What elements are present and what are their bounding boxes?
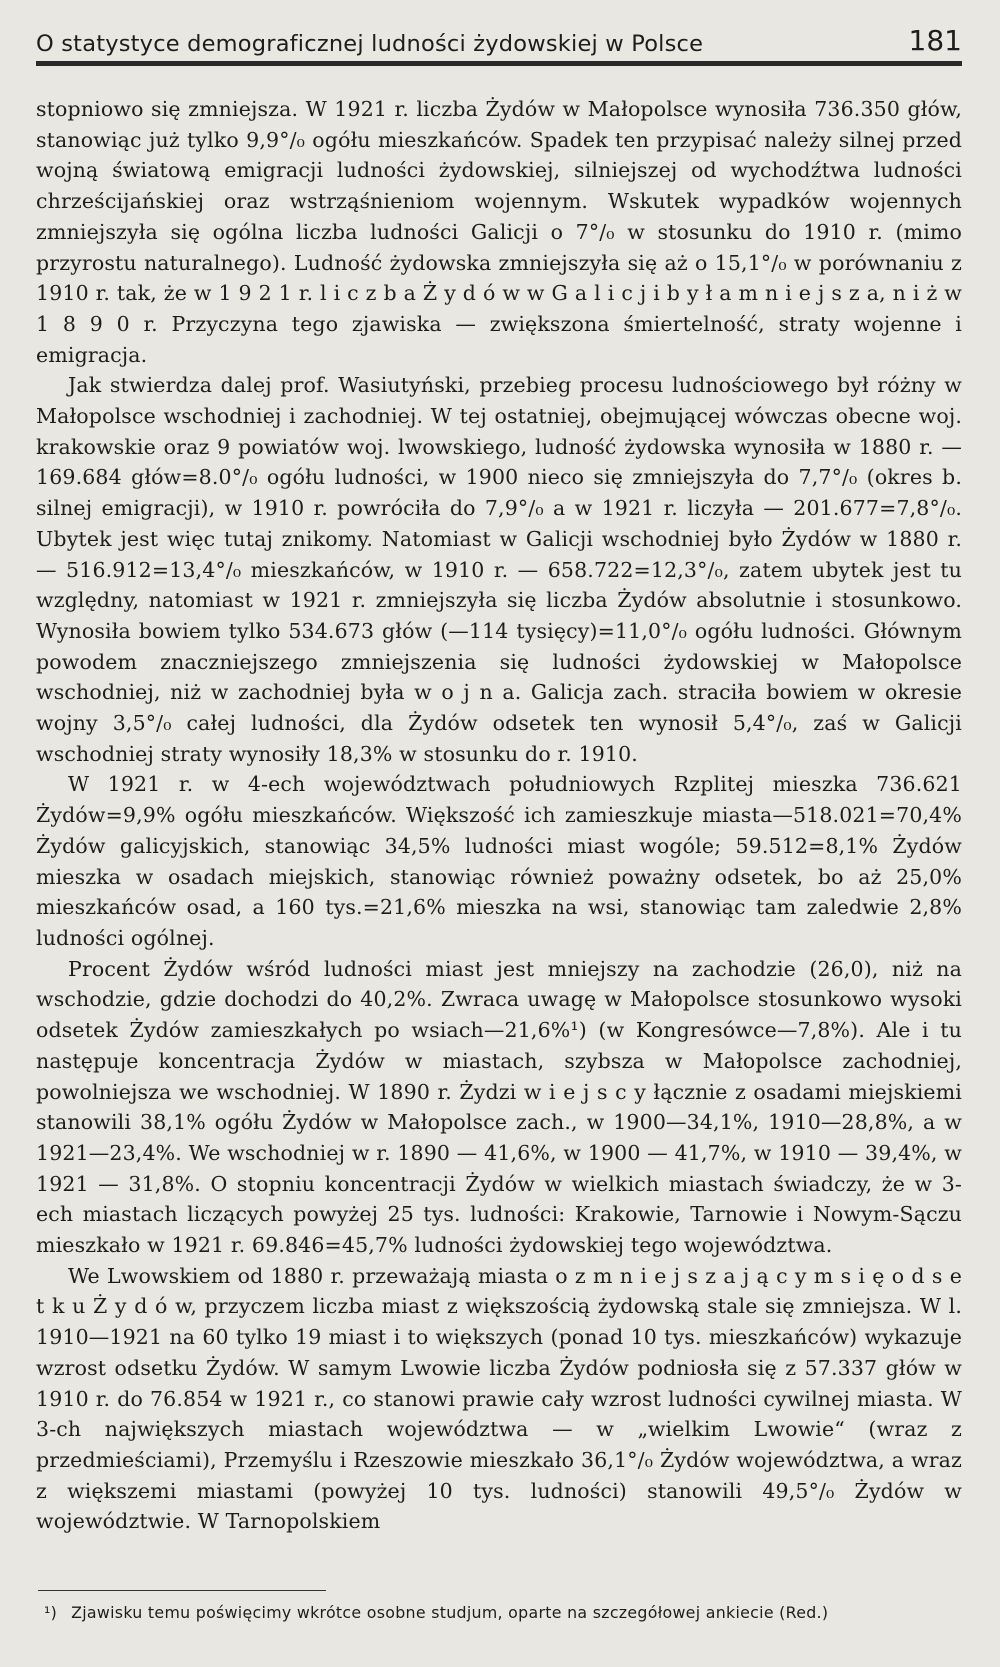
paragraph-1: stopniowo się zmniejsza. W 1921 r. liczba Żydów w Małopolsce wynosiła 736.350 głów, stanowiąc już tylko 9,9°/₀ ogółu mieszkańców. Spadek ten przypisać należy silnej przed wojną światową emigracji ludności żydowskiej, silniejszej od wychodźtwa ludności chrześcijańskiej oraz wstrząśnieniom wojennym. Wskutek wypadków wojennych zmniejszyła się ogólna liczba ludności Galicji o 7°/₀ w stosunku do 1910 r. (mimo przyrostu naturalnego). Ludność żydowska zmniejszyła się aż o 15,1°/₀ w porównaniu z 1910 r. tak, że w 1 9 2 1 r. l i c z b a Ż y d ó w w G a l i c j i b y ł a m n i e j s z a, n i ż w 1 8 9 0 r. Przyczyna tego zjawiska — zwiększona śmiertelność, straty wojenne i emigracja. (36, 97, 962, 367)
page-header (36, 24, 962, 66)
paragraph-4: Procent Żydów wśród ludności miast jest mniejszy na zachodzie (26,0), niż na wschodzie, gdzie dochodzi do 40,2%. Zwraca uwagę w Małopolsce stosunkowo wysoki odsetek Żydów zamieszkałych po wsiach—21,6%¹) (w Kongresówce—7,8%). Ale i tu następuje koncentracja Żydów w miastach, szybsza w Małopolsce zachodniej, powolniejsza we wschodniej. W 1890 r. Żydzi w i e j s c y łącznie z osadami miejskiemi stanowili 38,1% ogółu Żydów w Małopolsce zach., w 1900—34,1%, 1910—28,8%, a w 1921—23,4%. We wschodniej w r. 1890 — 41,6%, w 1900 — 41,7%, w 1910 — 39,4%, w 1921 — 31,8%. O stopniu koncentracji Żydów w wielkich miastach świadczy, że w 3-ech miastach liczących powyżej 25 tys. ludności: Krakowie, Tarnowie i Nowym-Sączu mieszkało w 1921 r. 69.846=45,7% ludności żydowskiej tego województwa. (36, 956, 962, 1258)
paragraph-5: We Lwowskiem od 1880 r. przeważają miasta o z m n i e j s z a j ą c y m s i ę o d s e t k u Ż y d ó w, przyczem liczba miast z większością żydowską stale się zmniejsza. W l. 1910—1921 na 60 tylko 19 miast i to większych (ponad 10 tys. mieszkańców) wykazuje wzrost odsetku Żydów. W samym Lwowie liczba Żydów podniosła się z 57.337 głów w 1910 r. do 76.854 w 1921 r., co stanowi prawie cały wzrost ludności cywilnej miasta. W 3-ch największych miastach województwa — w „wielkim Lwowie“ (wraz z przedmieściami), Przemyślu i Rzeszowie mieszkało 36,1°/₀ Żydów województwa, a wraz z większemi miastami (powyżej 10 tys. ludności) stanowili 49,5°/₀ Żydów w województwie. W Tarnopolskiem (36, 1263, 962, 1534)
paragraph-2: Jak stwierdza dalej prof. Wasiutyński, przebieg procesu ludnościowego był różny w Małopolsce wschodniej i zachodniej. W tej ostatniej, obejmującej wówczas obecne woj. krakowskie oraz 9 powiatów woj. lwowskiego, ludność żydowska wynosiła w 1880 r. — 169.684 głów=8.0°/₀ ogółu ludności, w 1900 nieco się zmniejszyła do 7,7°/₀ (okres b. silnej emigracji), w 1910 r. powróciła do 7,9°/₀ a w 1921 r. liczyła — 201.677=7,8°/₀. Ubytek jest więc tutaj znikomy. Natomiast w Galicji wschodniej było Żydów w 1880 r. — 516.912=13,4°/₀ mieszkańców, w 1910 r. — 658.722=12,3°/₀, zatem ubytek jest tu względny, natomiast w 1921 r. zmniejszyła się liczba Żydów absolutnie i stosunkowo. Wynosiła bowiem tylko 534.673 głów (—114 tysięcy)=11,0°/₀ ogółu ludności. Głównym powodem znaczniejszego zmniejszenia się ludności żydowskiej w Małopolsce wschodniej, niż w zachodniej była w o j n a. Galicja zach. straciła bowiem w okresie wojny 3,5°/₀ całej ludności, dla Żydów odsetek ten wynosił 5,4°/₀, zaś w Galicji wschodniej straty wynosiły 18,3% w stosunku do r. 1910. (36, 373, 962, 766)
body-text (36, 94, 962, 1537)
footnote-divider (38, 1590, 326, 1591)
paragraph-3: W 1921 r. w 4-ech województwach południowych Rzplitej mieszka 736.621 Żydów=9,9% ogółu mieszkańców. Większość ich zamieszkuje miasta—518.021=70,4% Żydów galicyjskich, stanowiąc 34,5% ludności miast wogóle; 59.512=8,1% Żydów mieszka w osadach miejskich, stanowiąc również poważny odsetek, bo aż 25,0% mieszkańców osad, a 160 tys.=21,6% mieszka na wsi, stanowiąc tam zaledwie 2,8% ludności ogólnej. (36, 772, 962, 950)
running-title: O statystyce demograficznej ludności żydowskiej w Polsce (36, 31, 704, 57)
page-number: 181 (908, 24, 962, 57)
footnote (36, 1602, 962, 1624)
footnote-marker: ¹) (44, 1603, 58, 1622)
footnote-text: Zjawisku temu poświęcimy wkrótce osobne studjum, oparte na szczegółowej ankiecie (Red.) (71, 1603, 829, 1622)
